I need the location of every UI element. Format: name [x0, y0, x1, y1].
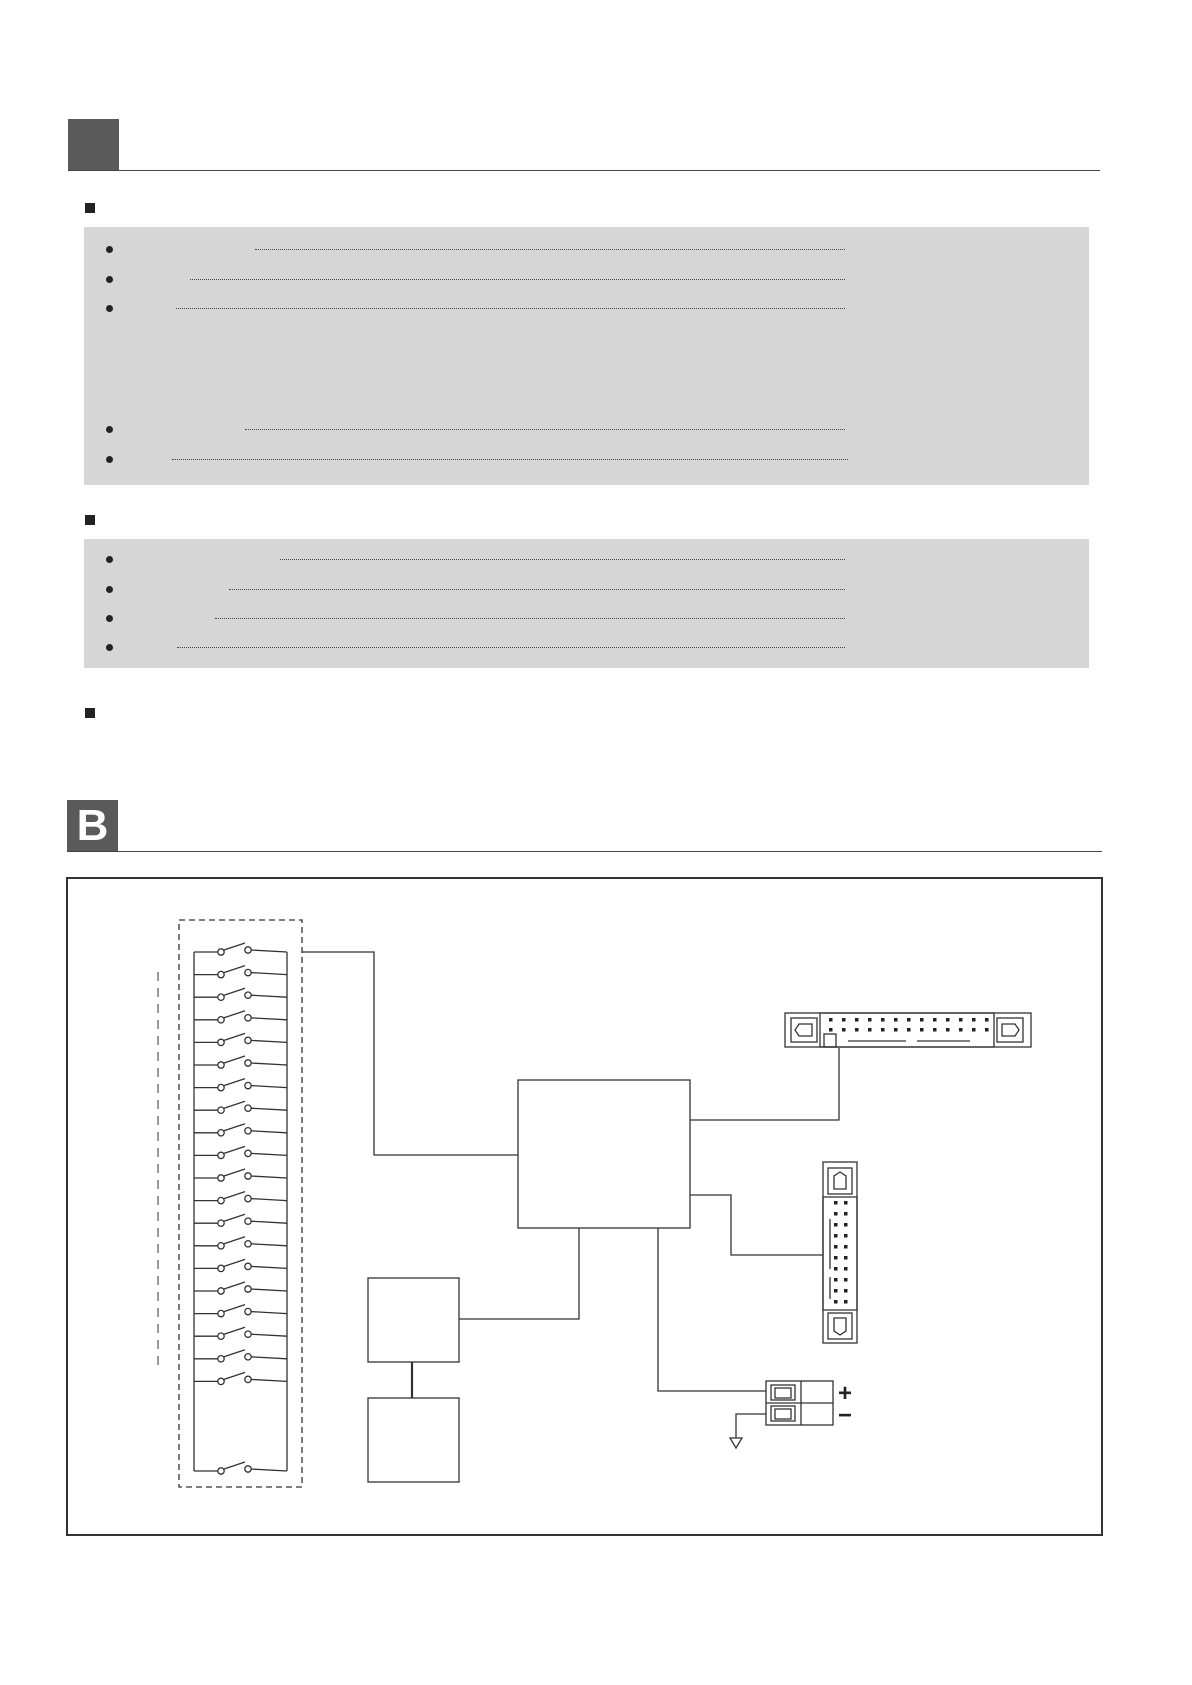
switch-lead — [251, 1108, 287, 1110]
connector-pin — [842, 1028, 846, 1032]
connector-pin — [844, 1212, 848, 1216]
switch-row — [194, 1146, 287, 1158]
switch-contact — [245, 947, 251, 953]
connector-pin — [868, 1018, 872, 1022]
connector-pin — [881, 1028, 885, 1032]
terminal-plus-label: + — [838, 1380, 853, 1407]
connector-pin — [920, 1028, 924, 1032]
switch-lever — [224, 1259, 245, 1266]
ground-icon — [730, 1438, 742, 1448]
switch-lead — [251, 973, 287, 975]
connector-pin — [844, 1201, 848, 1205]
wire-ground — [736, 1414, 766, 1438]
switch-row — [194, 1237, 287, 1249]
switch-row — [194, 1011, 287, 1023]
switch-lever — [224, 1033, 245, 1040]
switch-lever — [224, 943, 245, 950]
connector-pin — [933, 1028, 937, 1032]
switch-lead — [251, 1244, 287, 1246]
connector-pin — [868, 1028, 872, 1032]
connector-pin — [844, 1278, 848, 1282]
spec-row — [106, 640, 846, 654]
connector-pin — [933, 1018, 937, 1022]
switch-contact — [218, 1356, 224, 1362]
switch-contact — [245, 1241, 251, 1247]
switch-lever — [224, 1192, 245, 1199]
connector-pin — [834, 1256, 838, 1260]
section-badge-top — [68, 119, 119, 170]
connector-pin — [972, 1028, 976, 1032]
connector-pin — [834, 1223, 838, 1227]
leader-dots — [172, 458, 848, 460]
switch-contact — [245, 1150, 251, 1156]
wire-memory-to-controller — [459, 1228, 579, 1319]
switch-contact — [218, 1017, 224, 1023]
connector-pin — [959, 1018, 963, 1022]
subsection-marker-2 — [85, 515, 95, 525]
switch-lead — [251, 1176, 287, 1178]
leader-dots — [229, 588, 845, 590]
subsection-marker-1 — [85, 203, 95, 213]
switch-contact — [218, 1152, 224, 1158]
switch-contact — [245, 1128, 251, 1134]
spec-row — [106, 301, 846, 315]
switch-row — [194, 1079, 287, 1091]
connector-pin — [907, 1018, 911, 1022]
switch-lever — [224, 1237, 245, 1244]
switch-contact — [218, 1220, 224, 1226]
switch-contact — [218, 1084, 224, 1090]
switch-row — [194, 943, 287, 955]
switch-lead — [251, 1266, 287, 1268]
section-badge-b: B — [67, 800, 118, 851]
connector-pin — [829, 1018, 833, 1022]
switch-lead — [251, 995, 287, 997]
switch-contact — [245, 1331, 251, 1337]
connector-pin — [834, 1234, 838, 1238]
switch-contact — [218, 1243, 224, 1249]
sub-block — [368, 1398, 459, 1482]
switch-lever — [224, 1350, 245, 1357]
switch-row — [194, 1259, 287, 1271]
connector-pin — [834, 1245, 838, 1249]
switch-lead — [251, 1131, 287, 1133]
switch-contact — [218, 1310, 224, 1316]
connector-pin — [920, 1018, 924, 1022]
section-rule-top — [68, 170, 1100, 171]
switch-lead — [251, 1379, 287, 1381]
spec-row — [106, 582, 846, 596]
switch-contact — [245, 1354, 251, 1360]
switch-lead — [251, 1334, 287, 1336]
wire-controller-to-side-connector — [690, 1195, 823, 1255]
connector-pin — [844, 1223, 848, 1227]
switch-contact — [218, 1175, 224, 1181]
connector-pin — [855, 1028, 859, 1032]
subsection-marker-3 — [85, 708, 95, 718]
switch-lever — [224, 1372, 245, 1379]
wire-controller-to-power-terminal — [658, 1228, 766, 1391]
connector-pin — [881, 1018, 885, 1022]
switch-contact — [245, 1173, 251, 1179]
switch-contact — [245, 1308, 251, 1314]
connector-pin — [834, 1267, 838, 1271]
switch-contact — [245, 1105, 251, 1111]
wire-switches-to-controller — [302, 952, 518, 1155]
switch-lead — [251, 1289, 287, 1291]
connector-pin — [834, 1278, 838, 1282]
switch-lead — [251, 950, 287, 952]
leader-dots — [176, 307, 845, 309]
switch-lead — [251, 1063, 287, 1065]
bullet-icon — [106, 276, 113, 283]
spec-row — [106, 611, 846, 625]
switch-row — [194, 988, 287, 1000]
switch-contact — [218, 1265, 224, 1271]
switch-contact — [245, 1286, 251, 1292]
switch-contact — [218, 1333, 224, 1339]
switch-row — [194, 1214, 287, 1226]
switch-contact — [245, 1263, 251, 1269]
switch-contact — [218, 1130, 224, 1136]
block-diagram-frame — [66, 877, 1103, 1536]
leader-dots — [255, 248, 845, 250]
switch-lever — [224, 966, 245, 973]
switch-lead — [251, 1221, 287, 1223]
switch-lever — [224, 1079, 245, 1086]
switch-lead — [251, 1312, 287, 1314]
switch-contact — [218, 994, 224, 1000]
connector-pin — [842, 1018, 846, 1022]
spec-row — [106, 552, 846, 566]
ribbon-connector-vertical — [823, 1162, 857, 1343]
switch-contact — [218, 1378, 224, 1384]
switch-lever — [224, 1056, 245, 1063]
connector-pin — [959, 1028, 963, 1032]
switch-contact — [245, 1218, 251, 1224]
spec-row — [106, 422, 846, 436]
switch-contact — [245, 969, 251, 975]
connector-pin — [972, 1018, 976, 1022]
switch-lead — [251, 1153, 287, 1155]
switch-contact — [245, 1466, 251, 1472]
switch-lever — [224, 1462, 245, 1469]
switch-row — [194, 1372, 287, 1384]
connector-pin — [985, 1028, 989, 1032]
switch-row — [194, 1124, 287, 1136]
power-terminal-block — [766, 1381, 833, 1425]
switch-contact — [245, 1037, 251, 1043]
switch-contact — [218, 949, 224, 955]
switch-lever — [224, 1327, 245, 1334]
spec-row — [106, 272, 846, 286]
connector-pin — [894, 1028, 898, 1032]
switch-lead — [251, 1357, 287, 1359]
connector-pin — [844, 1267, 848, 1271]
switch-lever — [224, 1305, 245, 1312]
leader-dots — [245, 428, 845, 430]
switch-row — [194, 1169, 287, 1181]
bullet-icon — [106, 586, 113, 593]
switch-contact — [218, 1468, 224, 1474]
wire-controller-to-ribbon-connector — [690, 1048, 839, 1120]
spec-row — [106, 242, 846, 256]
leader-dots — [190, 278, 845, 280]
leader-dots — [177, 646, 845, 648]
switch-lever — [224, 1169, 245, 1176]
leader-dots — [280, 558, 845, 560]
bullet-icon — [106, 305, 113, 312]
switch-row — [194, 1305, 287, 1317]
connector-pin — [844, 1245, 848, 1249]
switch-row — [194, 1033, 287, 1045]
switch-contact — [245, 1060, 251, 1066]
bullet-icon — [106, 456, 113, 463]
switch-row — [194, 1192, 287, 1204]
connector-pin — [946, 1018, 950, 1022]
switch-lever — [224, 1146, 245, 1153]
connector-pin — [985, 1018, 989, 1022]
block-diagram — [68, 879, 1101, 1534]
switch-lever — [224, 1011, 245, 1018]
switch-contact — [218, 1288, 224, 1294]
switch-row — [194, 1350, 287, 1362]
connector-pin — [829, 1028, 833, 1032]
memory-block — [368, 1278, 459, 1362]
bullet-icon — [106, 556, 113, 563]
switch-lever — [224, 988, 245, 995]
spec-panel-1 — [84, 227, 1089, 485]
switch-lead — [251, 1018, 287, 1020]
bullet-icon — [106, 644, 113, 651]
connector-pin — [946, 1028, 950, 1032]
switch-lever — [224, 1101, 245, 1108]
switch-row — [194, 1327, 287, 1339]
switch-lever — [224, 1124, 245, 1131]
switch-contact — [218, 1197, 224, 1203]
switch-lead — [251, 1199, 287, 1201]
switch-lead — [251, 1086, 287, 1088]
connector-pin — [907, 1028, 911, 1032]
bullet-icon — [106, 246, 113, 253]
leader-dots — [215, 617, 845, 619]
terminal-minus-label: − — [838, 1402, 853, 1429]
connector-pin — [834, 1212, 838, 1216]
bullet-icon — [106, 615, 113, 622]
switch-contact — [218, 1107, 224, 1113]
switch-row — [194, 966, 287, 978]
switch-lever — [224, 1282, 245, 1289]
switch-lead — [251, 1040, 287, 1042]
switch-row — [194, 1056, 287, 1068]
section-rule-b — [67, 851, 1102, 852]
switch-contact — [218, 1039, 224, 1045]
connector-pin — [844, 1289, 848, 1293]
connector-pin — [834, 1201, 838, 1205]
switch-contact — [245, 1082, 251, 1088]
switch-lever — [224, 1214, 245, 1221]
connector-pin — [844, 1300, 848, 1304]
connector-pin — [844, 1234, 848, 1238]
connector-pin — [834, 1289, 838, 1293]
connector-pin — [894, 1018, 898, 1022]
controller-block — [518, 1080, 690, 1228]
switch-contact — [245, 1376, 251, 1382]
switch-contact — [218, 971, 224, 977]
switch-contact — [245, 992, 251, 998]
switch-contact — [218, 1062, 224, 1068]
switch-array-enclosure — [179, 920, 302, 1487]
switch-row — [194, 1101, 287, 1113]
switch-contact — [245, 1015, 251, 1021]
switch-row — [194, 1282, 287, 1294]
switch-contact — [245, 1195, 251, 1201]
bullet-icon — [106, 426, 113, 433]
connector-pin — [855, 1018, 859, 1022]
spec-row — [106, 452, 846, 466]
connector-pin — [844, 1256, 848, 1260]
connector-pin — [834, 1300, 838, 1304]
